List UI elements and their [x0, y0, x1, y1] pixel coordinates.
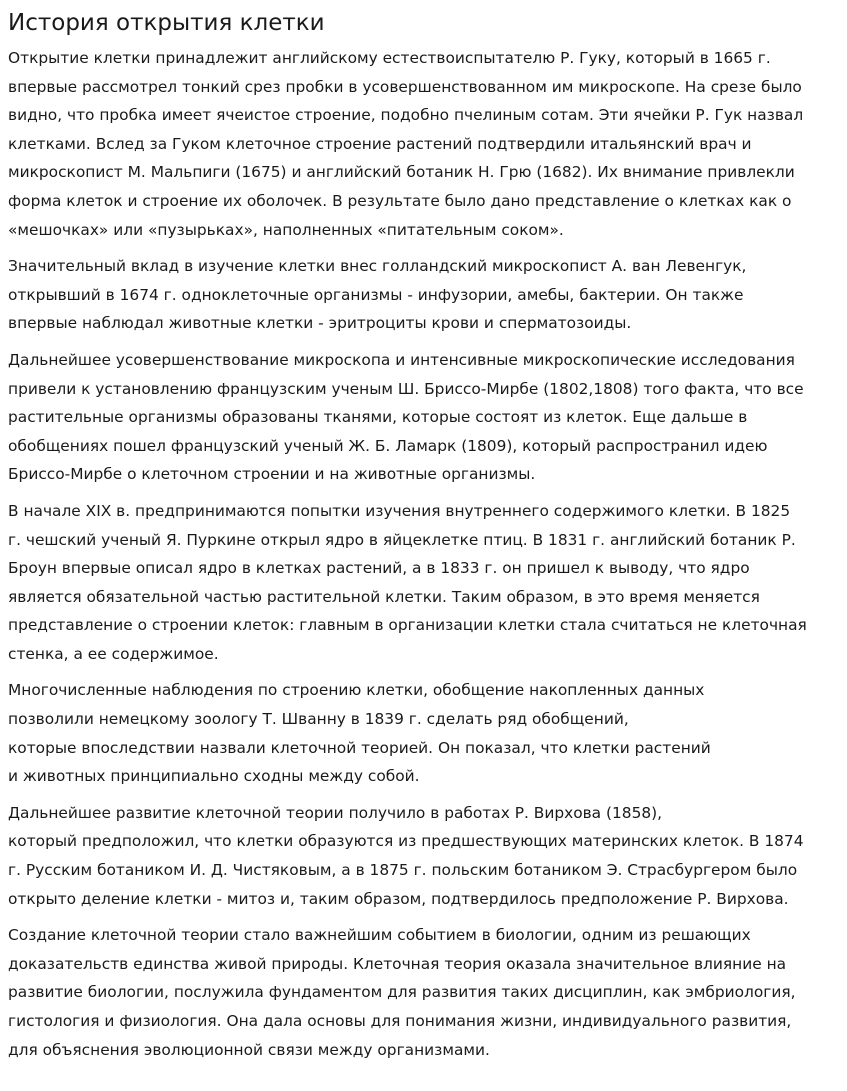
- text-line: клетками. Вслед за Гуком клеточное строение растений подтвердили итальянский врач и: [8, 134, 752, 153]
- text-line: микроскопист М. Мальпиги (1675) и английский ботаник Н. Грю (1682). Их внимание привлекли: [8, 163, 795, 182]
- text-line: видно, что пробка имеет ячеистое строение, подобно пчелиным сотам. Эти ячейки Р. Гук назвал: [8, 106, 804, 125]
- text-line: привели к установлению французским ученым Ш. Бриссо-Мирбе (1802,1808) того факта, что все: [8, 379, 804, 398]
- text-line: для объяснения эволюционной связи между организмами.: [8, 1040, 490, 1059]
- text-line: В начале XIX в. предпринимаются попытки изучения внутреннего содержимого клетки. В 1825: [8, 501, 791, 520]
- paragraph: [8, 921, 839, 1064]
- text-line: Многочисленные наблюдения по строению клетки, обобщение накопленных данных: [8, 681, 705, 700]
- text-line: Значительный вклад в изучение клетки внес голландский микроскопист А. ван Левенгук,: [8, 257, 747, 276]
- text-line: которые впоследствии назвали клеточной теорией. Он показал, что клетки растений: [8, 738, 711, 757]
- text-line: представление о строении клеток: главным в организации клетки стала считаться не клеточная: [8, 616, 807, 635]
- text-line: г. чешский ученый Я. Пуркине открыл ядро в яйцеклетке птиц. В 1831 г. английский ботаник Р.: [8, 530, 796, 549]
- text-line: «мешочках» или «пузырьках», наполненных «питательным соком».: [8, 220, 564, 239]
- paragraph: [8, 44, 839, 244]
- page-title: История открытия клетки: [8, 10, 325, 36]
- paragraph: [8, 497, 839, 669]
- text-line: развитие биологии, послужила фундаментом для развития таких дисциплин, как эмбриология,: [8, 983, 796, 1002]
- text-line: обобщениях пошел французский ученый Ж. Б. Ламарк (1809), который распространил идею: [8, 436, 768, 455]
- text-line: доказательств единства живой природы. Клеточная теория оказала значительное влияние на: [8, 954, 787, 973]
- text-line: г. Русским ботаником И. Д. Чистяковым, а в 1875 г. польским ботаником Э. Страсбургером было: [8, 861, 798, 880]
- text-line: форма клеток и строение их оболочек. В результате было дано представление о клетках как о: [8, 191, 792, 210]
- text-line: открыто деление клетки - митоз и, таким образом, подтвердилось предположение Р. Вирхова.: [8, 889, 789, 908]
- text-line: гистология и физиология. Она дала основы для понимания жизни, индивидуального развития,: [8, 1012, 792, 1030]
- text-line: стенка, а ее содержимое.: [8, 644, 219, 663]
- text-line: является обязательной частью растительной клетки. Таким образом, в это время меняется: [8, 587, 760, 606]
- text-line: Дальнейшее усовершенствование микроскопа и интенсивные микроскопические исследования: [8, 350, 795, 369]
- paragraph: [8, 799, 839, 913]
- text-line: Броун впервые описал ядро в клетках растений, а в 1833 г. он пришел к выводу, что ядро: [8, 559, 750, 578]
- text-line: открывший в 1674 г. одноклеточные организмы - инфузории, амебы, бактерии. Он также: [8, 285, 744, 304]
- text-line: позволили немецкому зоологу Т. Шванну в 1839 г. сделать ряд обобщений,: [8, 710, 629, 729]
- paragraph: [8, 252, 839, 338]
- text-line: растительные организмы образованы тканями, которые состоят из клеток. Еще дальше в: [8, 408, 748, 427]
- text-line: Открытие клетки принадлежит английскому естествоиспытателю Р. Гуку, который в 1665 г.: [8, 49, 771, 67]
- paragraph: [8, 676, 839, 790]
- text-line: Бриссо-Мирбе о клеточном строении и на животные организмы.: [8, 465, 536, 484]
- paragraph: [8, 346, 839, 489]
- text-line: Дальнейшее развитие клеточной теории получило в работах Р. Вирхова (1858),: [8, 803, 663, 822]
- text-line: который предположил, что клетки образуются из предшествующих материнских клеток. В 1874: [8, 832, 804, 851]
- text-line: впервые наблюдал животные клетки - эритроциты крови и сперматозоиды.: [8, 314, 632, 333]
- text-line: впервые рассмотрел тонкий срез пробки в усовершенствованном им микроскопе. На срезе было: [8, 77, 802, 96]
- document-body: [8, 44, 839, 1064]
- text-line: Создание клеточной теории стало важнейшим событием в биологии, одним из решающих: [8, 926, 751, 945]
- text-line: и животных принципиально сходны между собой.: [8, 767, 420, 786]
